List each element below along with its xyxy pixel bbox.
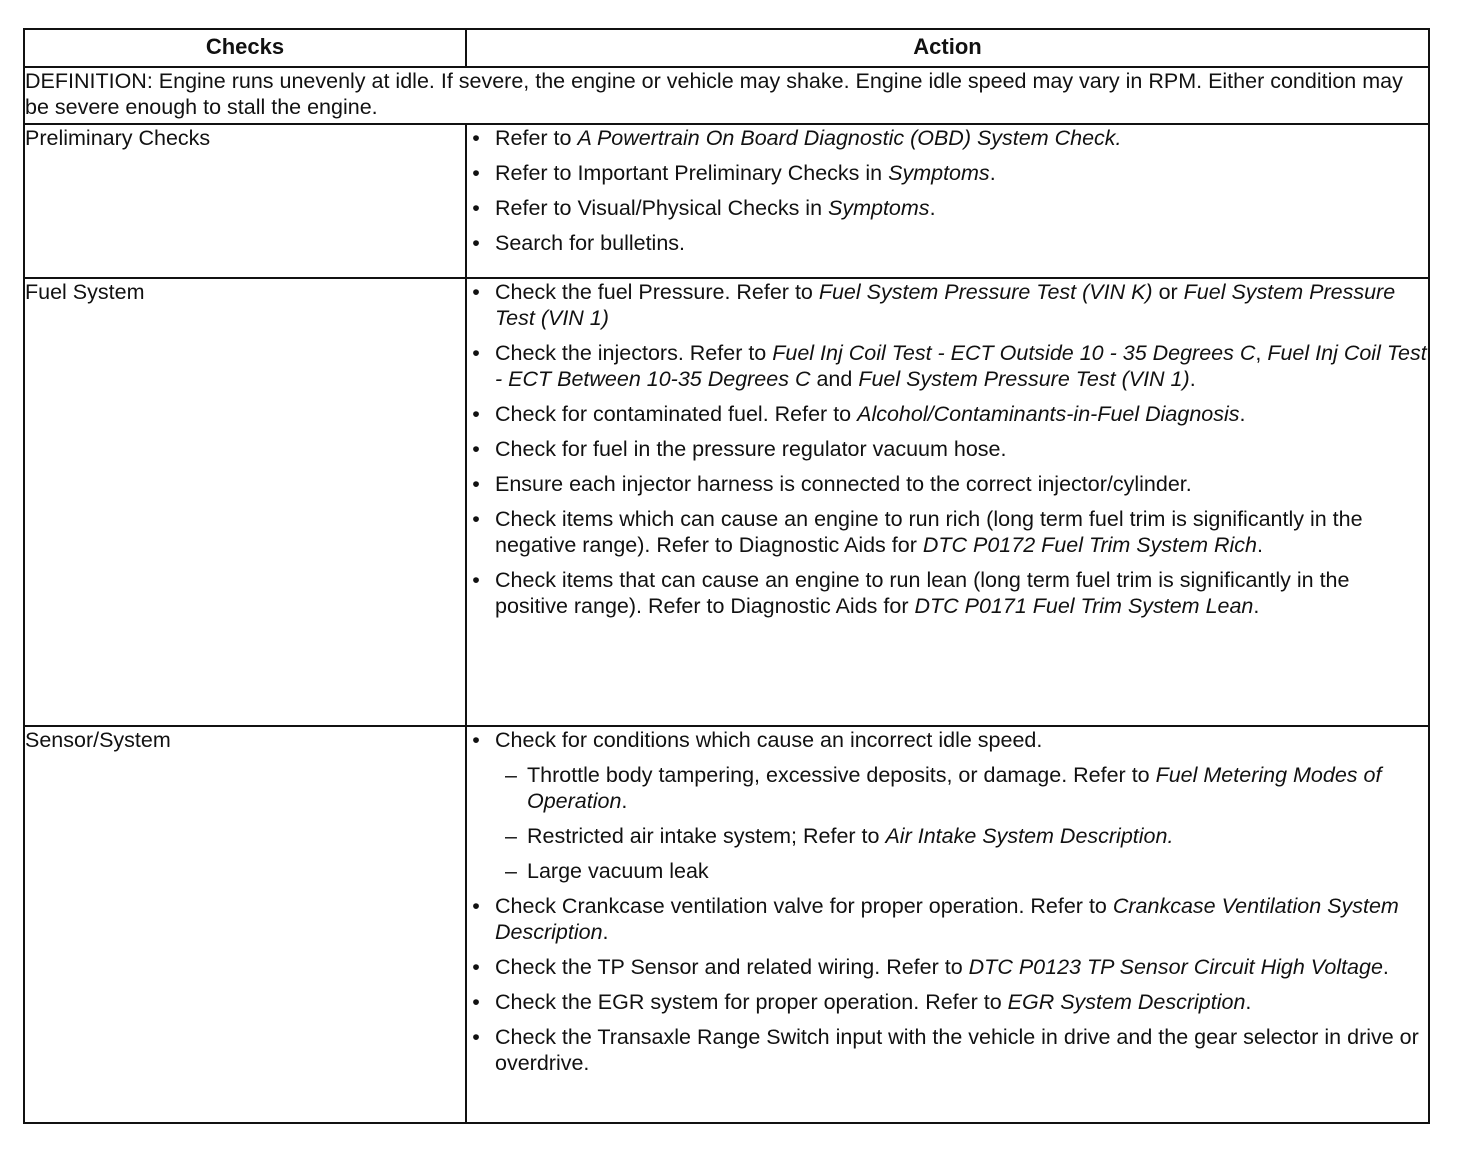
dash-icon: –: [505, 824, 517, 848]
action-cell: [466, 124, 1429, 278]
list-item: [467, 195, 1428, 221]
reference-link[interactable]: DTC P0123 TP Sensor Circuit High Voltage: [968, 955, 1383, 979]
item-text: Check the fuel Pressure. Refer to: [495, 280, 819, 304]
check-category: Preliminary Checks: [24, 124, 466, 278]
list-item: [467, 1024, 1428, 1076]
reference-link[interactable]: Fuel Metering Modes of Operation: [527, 763, 1382, 813]
item-text: .: [1253, 594, 1260, 618]
item-text: Check for fuel in the pressure regulator vacuum hose.: [495, 437, 1007, 461]
bullet-icon: •: [472, 1025, 480, 1049]
dash-icon: –: [505, 763, 517, 787]
table-row: [24, 124, 1429, 278]
item-text: Refer to Visual/Physical Checks in: [495, 196, 828, 220]
reference-link[interactable]: Symptoms: [888, 161, 990, 185]
item-text: Refer to Important Preliminary Checks in: [495, 161, 889, 185]
list-item: [467, 893, 1428, 945]
reference-link[interactable]: Fuel System Pressure Test (VIN K): [818, 280, 1153, 304]
list-item: [467, 230, 1428, 256]
item-text: Check the TP Sensor and related wiring. Refer to: [495, 955, 969, 979]
action-list: [467, 125, 1428, 256]
reference-link[interactable]: Crankcase Ventilation System Description: [495, 894, 1399, 944]
list-item: [467, 567, 1428, 619]
reference-link[interactable]: EGR System Description: [1007, 990, 1246, 1014]
list-item: [467, 727, 1428, 884]
symptom-table: [23, 28, 1430, 1124]
bullet-icon: •: [472, 472, 480, 496]
reference-link[interactable]: Fuel System Pressure Test (VIN 1): [495, 280, 1396, 330]
dash-icon: –: [505, 859, 517, 883]
list-item: [467, 506, 1428, 558]
item-text: Restricted air intake system; Refer to: [527, 824, 886, 848]
bullet-icon: •: [472, 955, 480, 979]
item-text: ,: [1255, 341, 1268, 365]
bullet-icon: •: [472, 280, 480, 304]
list-item: [467, 401, 1428, 427]
item-text: Refer to: [495, 126, 578, 150]
bullet-icon: •: [472, 990, 480, 1014]
table-row: [24, 726, 1429, 1123]
item-text: Check items that can cause an engine to run lean (long term fuel trim is significantly in the positive range). Refer to Diagnostic Aids for: [495, 568, 1350, 618]
bullet-icon: •: [472, 437, 480, 461]
item-text: or: [1152, 280, 1184, 304]
action-cell: [466, 726, 1429, 1123]
reference-link[interactable]: A Powertrain On Board Diagnostic (OBD) System Check.: [577, 126, 1122, 150]
item-text: .: [621, 789, 628, 813]
definition-text: DEFINITION: Engine runs unevenly at idle. If severe, the engine or vehicle may shake. Engine idle speed may vary in RPM. Either condition may be severe enough to stall the engine.: [24, 67, 1429, 124]
bullet-icon: •: [472, 894, 480, 918]
list-item: [467, 160, 1428, 186]
item-text: Check items which can cause an engine to run rich (long term fuel trim is significantly in the negative range). Refer to Diagnostic Aids for: [495, 507, 1363, 557]
item-text: Check Crankcase ventilation valve for proper operation. Refer to: [495, 894, 1113, 918]
bullet-icon: •: [472, 231, 480, 255]
list-item: [467, 954, 1428, 980]
item-text: Large vacuum leak: [527, 859, 709, 883]
item-text: .: [1382, 955, 1389, 979]
item-text: Throttle body tampering, excessive deposits, or damage. Refer to: [527, 763, 1156, 787]
item-text: Check the injectors. Refer to: [495, 341, 773, 365]
item-text: .: [1239, 402, 1246, 426]
bullet-icon: •: [472, 728, 480, 752]
list-item: [467, 471, 1428, 497]
reference-link[interactable]: Symptoms: [828, 196, 930, 220]
sub-list-item: [495, 762, 1428, 814]
definition-row: [24, 67, 1429, 124]
bullet-icon: •: [472, 126, 480, 150]
check-category: Fuel System: [24, 278, 466, 726]
item-text: Check for contaminated fuel. Refer to: [495, 402, 858, 426]
sub-list: [495, 762, 1428, 884]
item-text: and: [810, 367, 859, 391]
item-text: Check the Transaxle Range Switch input with the vehicle in drive and the gear selector in drive or overdrive.: [495, 1025, 1419, 1075]
bullet-icon: •: [472, 196, 480, 220]
action-list: [467, 727, 1428, 1076]
action-cell: [466, 278, 1429, 726]
item-text: Search for bulletins.: [495, 231, 686, 255]
item-text: .: [1256, 533, 1263, 557]
reference-link[interactable]: Air Intake System Description.: [885, 824, 1174, 848]
reference-link[interactable]: DTC P0171 Fuel Trim System Lean: [914, 594, 1254, 618]
reference-link[interactable]: Fuel Inj Coil Test - ECT Between 10-35 Degrees C: [495, 341, 1427, 391]
item-text: Check the EGR system for proper operation. Refer to: [495, 990, 1008, 1014]
reference-link[interactable]: Alcohol/Contaminants-in-Fuel Diagnosis: [857, 402, 1240, 426]
list-item: [467, 436, 1428, 462]
bullet-icon: •: [472, 507, 480, 531]
action-header: Action: [466, 29, 1429, 67]
list-item: [467, 279, 1428, 331]
item-text: .: [1189, 367, 1196, 391]
bullet-icon: •: [472, 568, 480, 592]
bullet-icon: •: [472, 341, 480, 365]
table-row: [24, 278, 1429, 726]
item-text: .: [989, 161, 996, 185]
item-text: .: [1245, 990, 1252, 1014]
sub-list-item: [495, 823, 1428, 849]
list-item: [467, 125, 1428, 151]
list-item: [467, 989, 1428, 1015]
item-text: .: [602, 920, 609, 944]
reference-link[interactable]: DTC P0172 Fuel Trim System Rich: [922, 533, 1257, 557]
item-text: Check for conditions which cause an incorrect idle speed.: [495, 728, 1043, 752]
header-row: [24, 29, 1429, 67]
item-text: Ensure each injector harness is connected to the correct injector/cylinder.: [495, 472, 1192, 496]
bullet-icon: •: [472, 402, 480, 426]
sub-list-item: [495, 858, 1428, 884]
item-text: .: [929, 196, 936, 220]
reference-link[interactable]: Fuel Inj Coil Test - ECT Outside 10 - 35 Degrees C: [772, 341, 1256, 365]
list-item: [467, 340, 1428, 392]
check-category: Sensor/System: [24, 726, 466, 1123]
bullet-icon: •: [472, 161, 480, 185]
action-list: [467, 279, 1428, 619]
checks-header: Checks: [24, 29, 466, 67]
reference-link[interactable]: Fuel System Pressure Test (VIN 1): [858, 367, 1190, 391]
